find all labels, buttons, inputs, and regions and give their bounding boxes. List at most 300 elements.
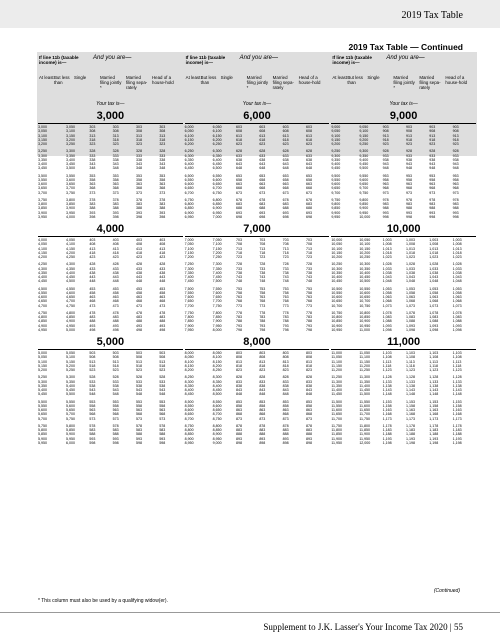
table-row [38,417,183,421]
table-cell: 9,600 [331,182,341,186]
table-cell: 10,100 [359,242,371,247]
table-cell: 8,700 [184,416,194,421]
table-cell: 1,058 [405,290,415,295]
table-cell: 10,900 [331,323,343,328]
table-row [38,392,183,396]
table-cell: 808 [305,355,312,360]
table-cell: 6,600 [212,177,222,182]
table-cell: 1,153 [429,399,439,404]
table-cell: 443 [159,275,166,279]
table-cell: 538 [112,383,119,388]
table-cell: 813 [282,359,289,364]
table-cell: 938 [429,157,436,162]
table-cell: 658 [259,177,266,182]
table-cell: 7,250 [184,262,194,267]
table-cell: 5,350 [38,383,47,388]
block-title: 9,000 [331,109,476,124]
header-label: Married filing jointly * [100,75,122,91]
table-cell: 9,150 [359,133,369,138]
table-cell: 9,750 [331,197,341,202]
table-cell: 1,138 [429,383,439,388]
table-row [38,191,183,195]
table-cell: 478 [89,310,96,315]
table-cell: 498 [135,327,142,332]
table-cell: 643 [259,162,266,166]
table-cell: 5,650 [38,412,47,417]
table-cell: 363 [159,182,166,186]
table-cell: 6,650 [184,186,194,191]
table-cell: 323 [112,142,119,146]
table-cell: 488 [112,319,119,324]
table-cell: 4,850 [66,315,75,319]
table-cell: 1,003 [382,238,392,242]
table-cell: 11,050 [331,355,343,360]
table-cell: 698 [235,214,242,219]
table-cell: 783 [305,315,312,319]
table-cell: 393 [112,210,119,215]
row-group [185,174,330,195]
table-cell: 833 [282,379,289,384]
table-cell: 1,123 [382,368,392,372]
table-cell: 913 [382,133,389,138]
table-cell: 3,550 [66,173,75,178]
table-cell: 678 [235,197,242,202]
table-cell: 968 [452,186,459,191]
table-cell: 11,750 [359,416,371,421]
table-cell: 518 [159,363,166,368]
table-cell: 1,143 [429,388,439,392]
table-cell: 608 [235,129,242,134]
table-cell: 10,050 [359,238,371,242]
table-cell: 983 [405,202,412,206]
table-cell: 5,450 [38,392,47,397]
table-cell: 553 [159,399,166,404]
table-cell: 6,250 [184,149,194,154]
table-cell: 1,078 [405,310,415,315]
table-cell: 938 [382,157,389,162]
table-cell: 9,300 [359,149,369,154]
table-cell: 313 [89,133,96,138]
table-cell: 10,400 [331,275,343,279]
table-cell: 363 [112,182,119,186]
table-cell: 9,500 [331,173,341,178]
table-row [331,328,476,332]
table-cell: 11,400 [331,388,343,392]
table-row [331,392,476,396]
table-cell: 598 [159,440,166,445]
table-cell: 1,053 [429,286,439,291]
table-cell: 688 [282,206,289,211]
table-cell: 1,048 [429,279,439,284]
table-cell: 658 [282,177,289,182]
table-cell: 5,400 [66,383,75,388]
table-cell: 883 [259,428,266,432]
table-cell: 378 [159,197,166,202]
table-cell: 703 [259,238,266,242]
table-cell: 6,900 [184,210,194,215]
table-cell: 3,850 [66,202,75,206]
table-cell: 1,108 [452,355,462,360]
table-cell: 848 [305,392,312,397]
table-cell: 728 [282,262,289,267]
table-cell: 1,068 [429,299,439,304]
header-label: Married filing sepa-rately [419,75,441,91]
running-head: 2019 Tax Table [401,10,463,21]
table-cell: 978 [382,197,389,202]
table-row [185,417,330,421]
table-cell: 9,350 [359,153,369,158]
table-cell: 8,900 [184,436,194,441]
table-cell: 1,183 [405,428,415,432]
table-cell: 718 [235,250,242,255]
table-cell: 7,450 [212,275,222,279]
table-cell: 583 [112,428,119,432]
table-cell: 498 [89,327,96,332]
table-cell: 538 [135,383,142,388]
table-cell: 4,550 [38,290,47,295]
table-cell: 748 [235,279,242,284]
table-cell: 568 [135,412,142,417]
table-cell: 843 [259,388,266,392]
table-cell: 4,150 [66,246,75,251]
table-cell: 788 [235,319,242,324]
table-cell: 9,500 [359,166,369,171]
table-cell: 8,950 [184,440,194,445]
table-cell: 533 [112,379,119,384]
table-cell: 9,050 [359,125,369,129]
table-cell: 828 [305,375,312,380]
table-cell: 823 [235,368,242,372]
table-cell: 10,200 [359,250,371,255]
table-cell: 323 [159,142,166,146]
table-cell: 10,900 [359,319,371,324]
table-cell: 6,550 [212,173,222,178]
table-cell: 4,000 [66,214,75,219]
table-cell: 9,300 [331,153,341,158]
table-cell: 733 [259,266,266,271]
table-row [38,368,183,372]
table-cell: 833 [259,379,266,384]
table-cell: 11,600 [331,408,343,412]
header-label: Head of a house-hold [445,75,468,86]
table-cell: 758 [305,290,312,295]
header-label: But less than [347,75,363,86]
table-cell: 9,950 [359,210,369,215]
table-cell: 463 [112,295,119,299]
table-cell: 4,150 [38,250,47,255]
table-cell: 1,143 [382,388,392,392]
table-cell: 388 [112,206,119,211]
table-cell: 9,250 [331,149,341,154]
block-title: 5,000 [38,335,183,350]
table-cell: 738 [305,270,312,275]
table-row [38,215,183,219]
table-cell: 7,750 [184,310,194,315]
table-cell: 4,650 [66,295,75,299]
table-cell: 583 [135,428,142,432]
table-cell: 478 [135,310,142,315]
row-group [185,400,330,421]
table-cell: 10,650 [359,295,371,299]
table-cell: 1,003 [405,238,415,242]
table-cell: 918 [382,137,389,142]
table-cell: 843 [282,388,289,392]
table-cell: 448 [89,279,96,284]
table-cell: 903 [452,125,459,129]
table-cell: 843 [305,388,312,392]
table-cell: 683 [282,202,289,206]
table-cell: 11,000 [359,327,371,332]
table-cell: 6,000 [66,440,75,445]
table-cell: 11,150 [359,359,371,364]
table-cell: 653 [282,173,289,178]
table-cell: 623 [305,142,312,146]
table-cell: 4,200 [38,255,47,259]
table-cell: 4,350 [66,266,75,271]
table-cell: 8,300 [184,379,194,384]
table-cell: 313 [112,133,119,138]
table-cell: 1,073 [382,303,392,308]
table-cell: 483 [135,315,142,319]
table-cell: 443 [112,275,119,279]
table-cell: 8,100 [184,359,194,364]
table-cell: 983 [452,202,459,206]
table-cell: 698 [282,214,289,219]
table-cell: 12,000 [359,440,371,445]
table-cell: 548 [159,392,166,397]
table-cell: 4,600 [38,295,47,299]
table-cell: 5,850 [38,432,47,437]
table-row [185,279,330,283]
table-cell: 933 [452,153,459,158]
table-cell: 893 [259,436,266,441]
table-cell: 303 [159,125,166,129]
table-cell: 678 [259,197,266,202]
table-cell: 9,350 [331,157,341,162]
table-cell: 978 [452,197,459,202]
table-cell: 503 [112,351,119,355]
table-cell: 578 [159,423,166,428]
table-cell: 1,158 [429,403,439,408]
table-cell: 4,900 [66,319,75,324]
table-cell: 973 [429,190,436,195]
table-cell: 1,073 [429,303,439,308]
page-footer: Supplement to J.K. Lasser's Your Income Tax 2020 | 55 [263,622,463,632]
table-cell: 518 [135,363,142,368]
table-cell: 8,250 [212,368,222,372]
table-cell: 538 [159,383,166,388]
table-row [331,368,476,372]
table-cell: 4,950 [38,327,47,332]
table-cell: 10,000 [331,238,343,242]
header-label: Married filing sepa-rately [126,75,148,91]
table-cell: 838 [259,383,266,388]
table-cell: 1,043 [429,275,439,279]
table-cell: 1,023 [452,255,462,259]
table-cell: 3,000 [38,125,47,129]
table-cell: 673 [259,190,266,195]
table-cell: 438 [159,270,166,275]
table-cell: 7,950 [184,327,194,332]
table-cell: 693 [282,210,289,215]
table-cell: 898 [235,440,242,445]
table-cell: 523 [112,368,119,372]
table-cell: 958 [429,177,436,182]
table-cell: 6,800 [212,197,222,202]
table-cell: 4,000 [38,238,47,242]
table-cell: 723 [282,255,289,259]
table-cell: 553 [89,399,96,404]
table-cell: 603 [282,125,289,129]
table-cell: 3,150 [66,133,75,138]
table-cell: 453 [159,286,166,291]
table-cell: 11,200 [359,363,371,368]
table-cell: 9,450 [359,162,369,166]
table-cell: 883 [282,428,289,432]
table-cell: 8,250 [184,375,194,380]
table-cell: 993 [429,210,436,215]
table-cell: 6,700 [212,186,222,191]
table-cell: 583 [159,428,166,432]
table-cell: 3,100 [66,129,75,134]
column-header [331,55,476,99]
table-cell: 1,138 [382,383,392,388]
table-cell: 368 [112,186,119,191]
table-cell: 1,138 [452,383,462,388]
table-cell: 333 [112,153,119,158]
table-cell: 768 [282,299,289,304]
table-cell: 6,000 [184,125,194,129]
table-cell: 638 [305,157,312,162]
table-cell: 423 [159,255,166,259]
table-cell: 8,500 [184,399,194,404]
table-cell: 513 [89,359,96,364]
table-cell: 673 [305,190,312,195]
table-cell: 558 [112,403,119,408]
table-cell: 388 [159,206,166,211]
table-cell: 758 [259,290,266,295]
table-cell: 868 [259,412,266,417]
table-cell: 463 [135,295,142,299]
column-header [38,55,183,99]
table-cell: 8,600 [184,408,194,412]
table-cell: 7,050 [212,238,222,242]
table-cell: 1,083 [429,315,439,319]
table-cell: 478 [112,310,119,315]
table-cell: 598 [89,440,96,445]
table-cell: 5,300 [66,375,75,380]
table-cell: 608 [259,129,266,134]
table-cell: 5,950 [38,440,47,445]
table-cell: 1,148 [405,392,415,397]
table-cell: 5,900 [66,432,75,437]
table-cell: 9,700 [359,186,369,191]
table-cell: 5,650 [66,408,75,412]
table-cell: 10,600 [331,295,343,299]
table-cell: 4,100 [66,242,75,247]
table-cell: 1,188 [429,432,439,437]
table-cell: 6,850 [184,206,194,211]
table-cell: 6,400 [212,157,222,162]
table-cell: 6,150 [184,137,194,142]
table-cell: 10,250 [331,262,343,267]
table-cell: 1,118 [382,363,392,368]
table-row [331,279,476,283]
table-cell: 11,850 [359,428,371,432]
table-cell: 1,188 [382,432,392,437]
table-cell: 1,088 [452,319,462,324]
table-cell: 4,600 [66,290,75,295]
table-cell: 1,003 [452,238,462,242]
table-cell: 608 [282,129,289,134]
table-cell: 818 [282,363,289,368]
table-cell: 9,050 [331,129,341,134]
table-cell: 7,950 [212,323,222,328]
table-cell: 843 [235,388,242,392]
table-cell: 1,198 [405,440,415,445]
table-column [37,55,184,448]
table-cell: 8,800 [184,428,194,432]
table-cell: 698 [259,214,266,219]
table-cell: 343 [159,162,166,166]
table-row [331,215,476,219]
table-cell: 818 [235,363,242,368]
table-cell: 353 [112,173,119,178]
table-cell: 8,700 [212,412,222,417]
table-cell: 333 [89,153,96,158]
table-cell: 573 [112,416,119,421]
table-cell: 3,400 [38,162,47,166]
table-cell: 1,003 [429,238,439,242]
table-cell: 1,068 [382,299,392,304]
table-cell: 708 [259,242,266,247]
table-cell: 943 [452,162,459,166]
table-cell: 1,188 [452,432,462,437]
header-label: And you are— [239,55,279,61]
table-row [331,417,476,421]
table-cell: 8,850 [184,432,194,437]
row-group [331,287,476,308]
table-cell: 613 [305,133,312,138]
table-cell: 11,100 [359,355,371,360]
table-row [38,328,183,332]
header-label: If line 11b (taxable income) is— [39,55,79,66]
table-cell: 303 [89,125,96,129]
table-cell: 5,900 [38,436,47,441]
table-cell: 6,200 [212,137,222,142]
table-cell: 873 [259,416,266,421]
table-cell: 5,350 [66,379,75,384]
table-cell: 1,163 [452,408,462,412]
table-cell: 673 [235,190,242,195]
row-group [38,311,183,332]
row-group [38,125,183,146]
table-cell: 5,700 [38,416,47,421]
table-cell: 6,050 [212,125,222,129]
table-cell: 4,200 [66,250,75,255]
table-cell: 428 [112,262,119,267]
table-cell: 1,023 [429,255,439,259]
row-group [331,375,476,396]
table-cell: 588 [159,432,166,437]
row-group [38,287,183,308]
table-cell: 713 [259,246,266,251]
table-cell: 5,250 [38,375,47,380]
table-cell: 8,650 [184,412,194,417]
table-cell: 743 [235,275,242,279]
table-cell: 453 [135,286,142,291]
table-cell: 568 [89,412,96,417]
